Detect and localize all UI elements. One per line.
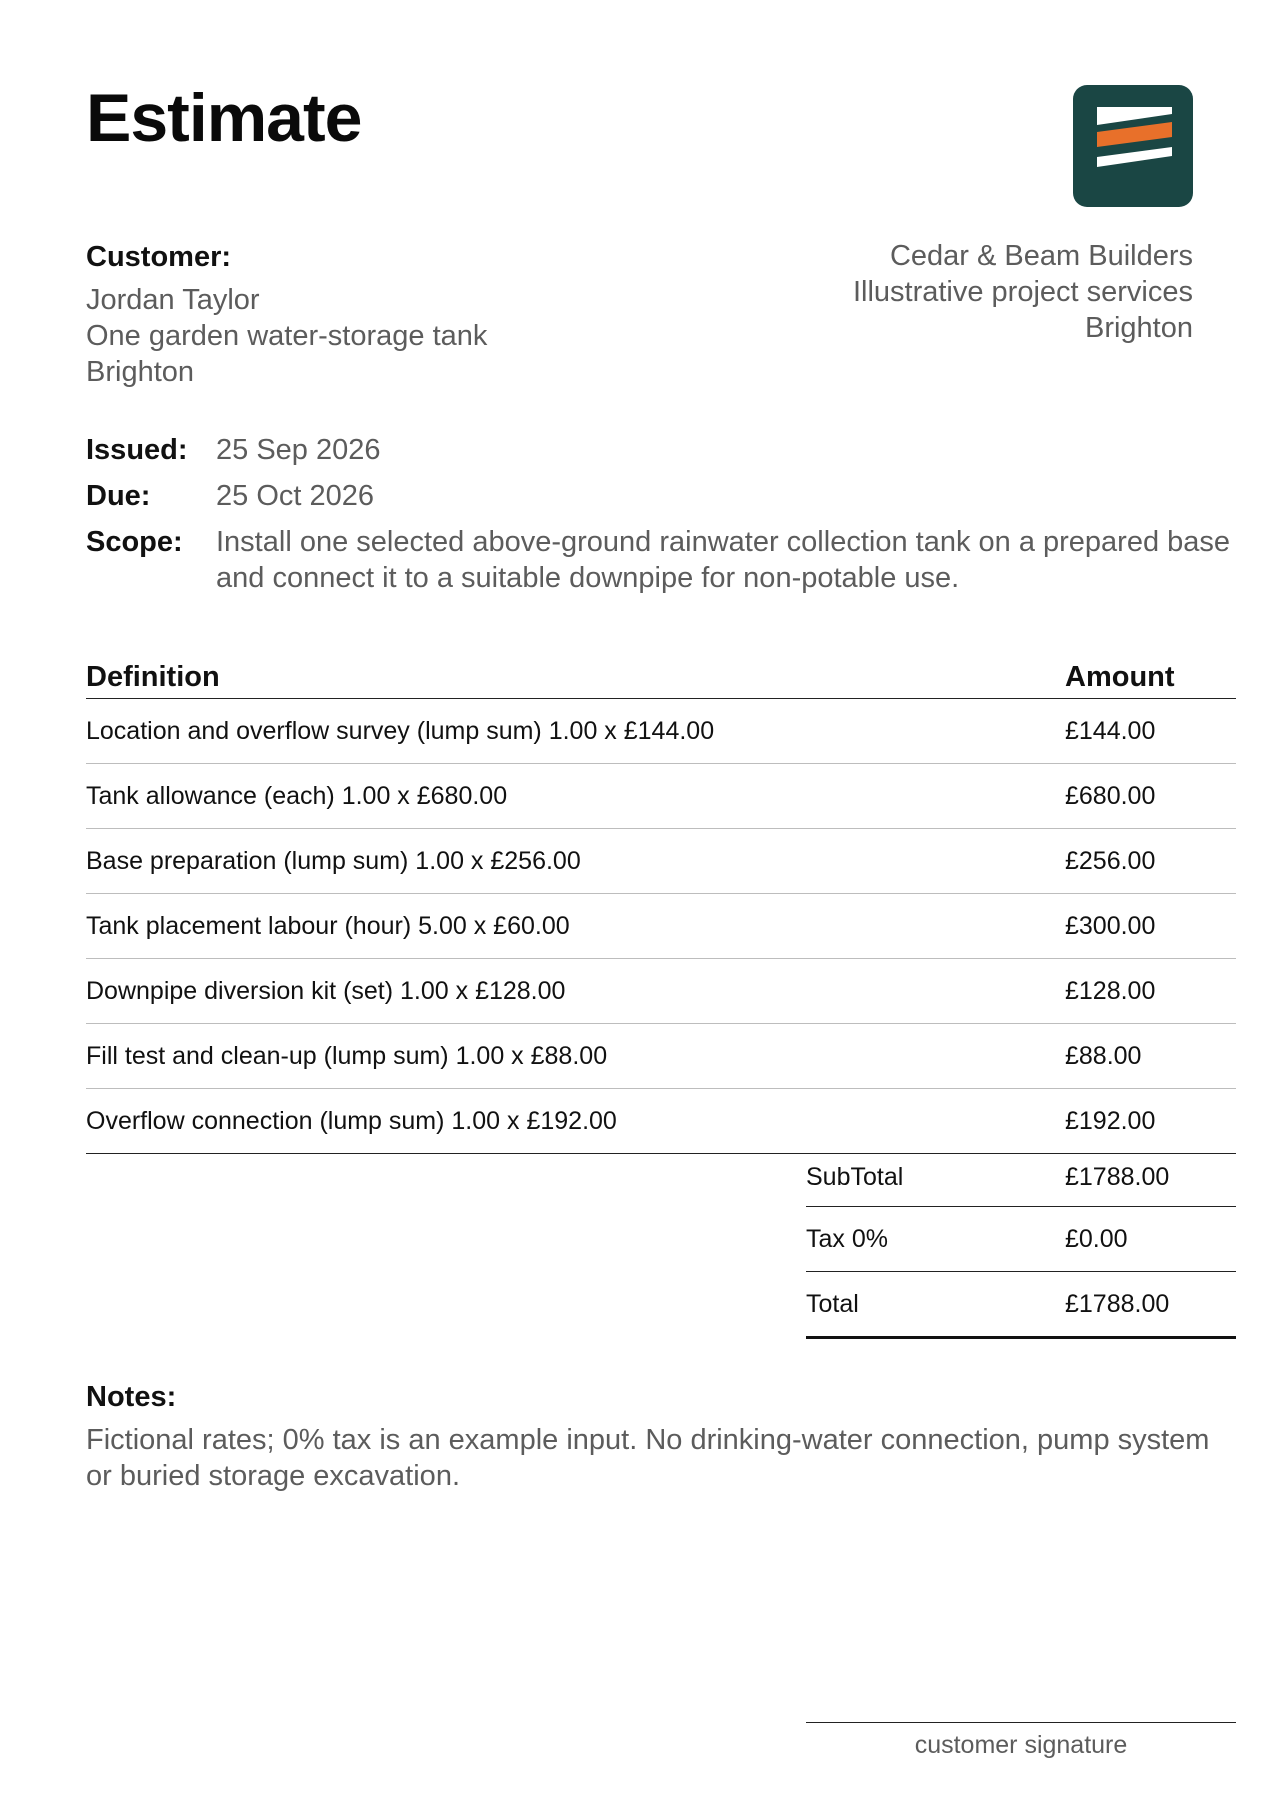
row-definition: Location and overflow survey (lump sum) 1.00 x £144.00 xyxy=(86,716,715,745)
company-block xyxy=(853,238,1193,346)
line-items-table xyxy=(86,652,1236,1154)
signature-line xyxy=(806,1722,1236,1723)
estimate-meta xyxy=(86,432,1236,606)
customer-project: One garden water-storage tank xyxy=(86,320,488,352)
row-amount: £88.00 xyxy=(1065,1041,1142,1070)
stacked-layers-logo-icon xyxy=(1073,85,1193,207)
row-amount: £300.00 xyxy=(1065,911,1156,940)
row-amount: £144.00 xyxy=(1065,716,1156,745)
issued-date: 25 Sep 2026 xyxy=(216,434,381,466)
table-row xyxy=(86,764,1236,829)
row-amount: £128.00 xyxy=(1065,976,1156,1005)
tax-label: Tax 0% xyxy=(806,1224,888,1253)
scope-row xyxy=(86,524,1236,596)
row-definition: Downpipe diversion kit (set) 1.00 x £128.00 xyxy=(86,976,566,1005)
due-date: 25 Oct 2026 xyxy=(216,480,374,512)
table-row xyxy=(86,699,1236,764)
total-value: £1788.00 xyxy=(1065,1289,1170,1318)
tax-row xyxy=(806,1207,1236,1272)
customer-name: Jordan Taylor xyxy=(86,284,260,316)
totals-block xyxy=(806,1148,1236,1339)
total-label: Total xyxy=(806,1289,859,1318)
issued-label: Issued: xyxy=(86,434,188,466)
row-definition: Tank placement labour (hour) 5.00 x £60.00 xyxy=(86,911,570,940)
row-definition: Fill test and clean-up (lump sum) 1.00 x £88.00 xyxy=(86,1041,608,1070)
subtotal-label: SubTotal xyxy=(806,1162,904,1191)
company-name: Cedar & Beam Builders xyxy=(889,240,1193,272)
subtotal-value: £1788.00 xyxy=(1065,1162,1170,1191)
due-label: Due: xyxy=(86,480,151,512)
table-row xyxy=(86,1089,1236,1154)
scope-text: Install one selected above-ground rainwater collection tank on a prepared base and connect it to a suitable downpipe for non-potable use. xyxy=(216,526,1231,594)
notes-label: Notes: xyxy=(86,1381,177,1413)
table-row xyxy=(86,1024,1236,1089)
amount-header: Amount xyxy=(1065,661,1175,693)
row-definition: Overflow connection (lump sum) 1.00 x £192.00 xyxy=(86,1106,617,1135)
row-definition: Tank allowance (each) 1.00 x £680.00 xyxy=(86,781,508,810)
due-row xyxy=(86,478,1236,514)
scope-label: Scope: xyxy=(86,526,183,558)
notes-text: Fictional rates; 0% tax is an example input. No drinking-water connection, pump system or buried storage excavation. xyxy=(86,1424,1210,1492)
subtotal-row xyxy=(806,1148,1236,1207)
signature-label: customer signature xyxy=(914,1731,1128,1759)
customer-city: Brighton xyxy=(86,356,195,388)
definition-header: Definition xyxy=(86,661,220,693)
company-tagline: Illustrative project services xyxy=(852,276,1193,308)
row-definition: Base preparation (lump sum) 1.00 x £256.00 xyxy=(86,846,581,875)
row-amount: £680.00 xyxy=(1065,781,1156,810)
customer-block xyxy=(86,238,487,390)
row-amount: £256.00 xyxy=(1065,846,1156,875)
customer-label: Customer: xyxy=(86,241,232,273)
table-row xyxy=(86,829,1236,894)
table-header xyxy=(86,652,1236,699)
company-city: Brighton xyxy=(1084,312,1193,344)
logo-background xyxy=(1073,85,1193,207)
tax-value: £0.00 xyxy=(1065,1224,1128,1253)
issued-row xyxy=(86,432,1236,468)
document-title: Estimate xyxy=(86,80,362,156)
notes-section xyxy=(86,1378,1236,1494)
total-row xyxy=(806,1272,1236,1339)
row-amount: £192.00 xyxy=(1065,1106,1156,1135)
table-row xyxy=(86,959,1236,1024)
table-row xyxy=(86,894,1236,959)
signature-block xyxy=(806,1722,1236,1760)
